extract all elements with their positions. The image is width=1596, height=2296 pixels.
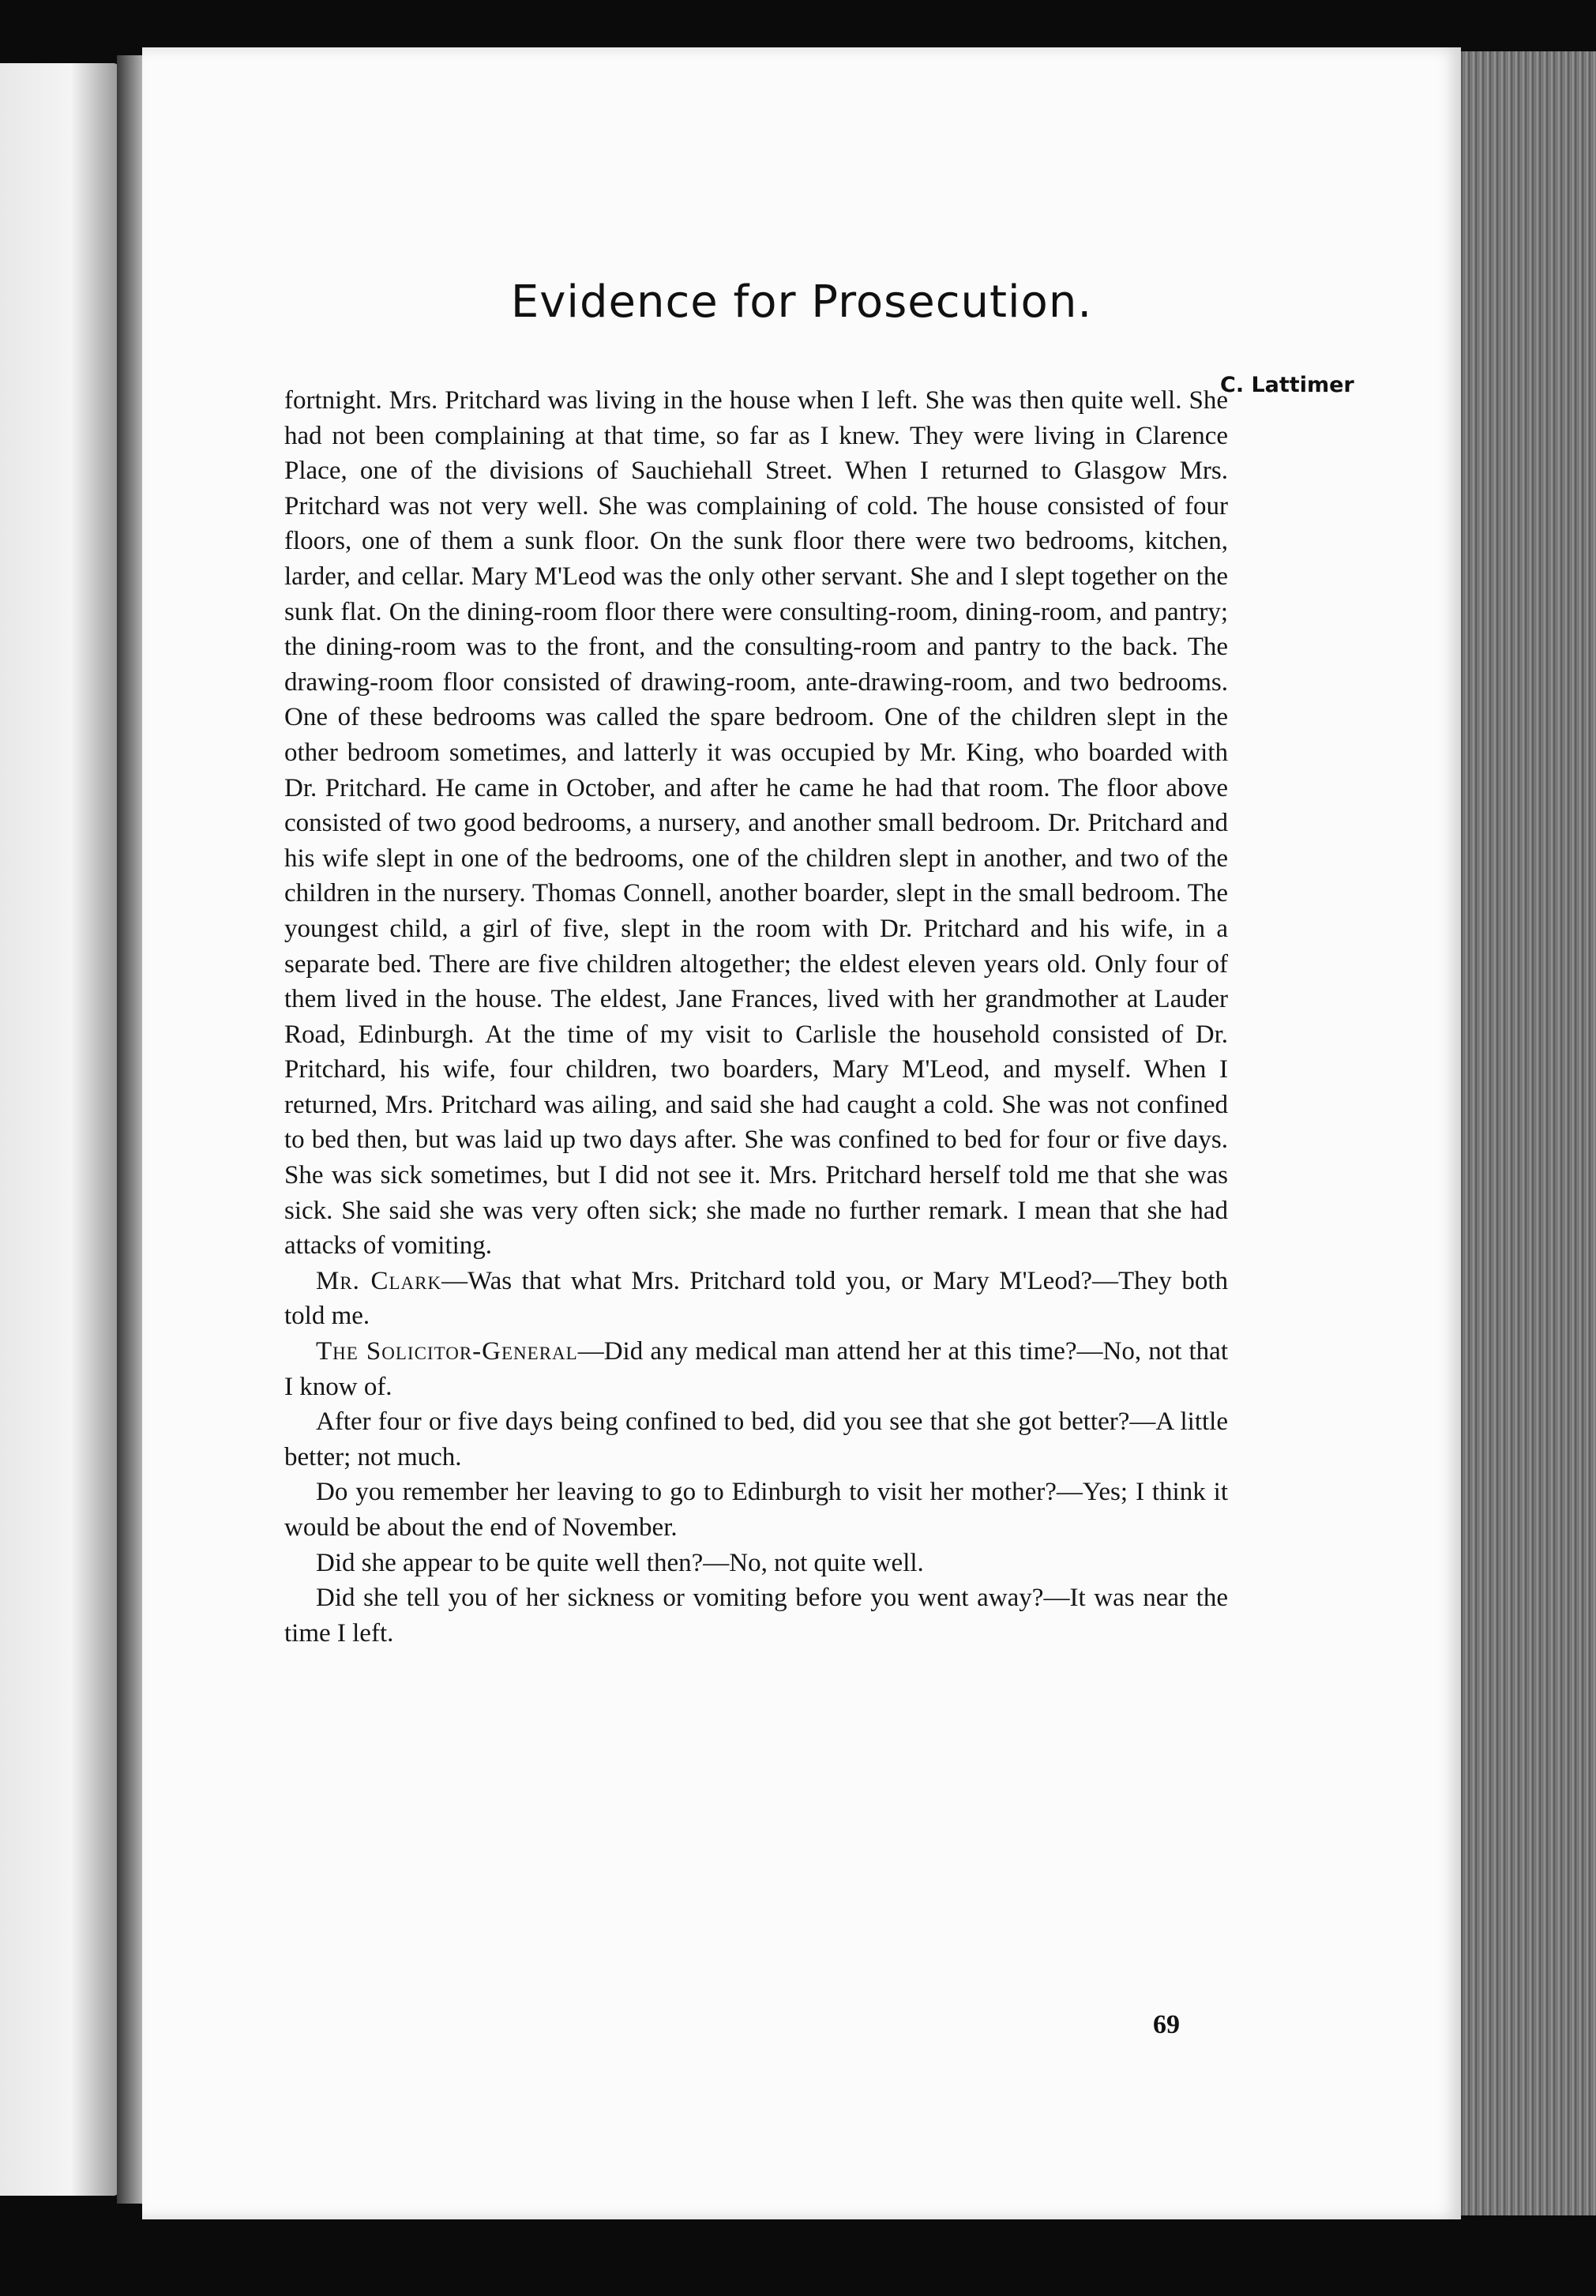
- exchange-text: Was that what Mrs. Pritchard told you, or Mary M'Leod?—They both told me.: [284, 1266, 1228, 1331]
- body-text: [284, 383, 1228, 1651]
- facing-page-edge: [0, 63, 118, 2196]
- exchange-3: After four or five days being confined to bed, did you see that she got better?—A little better; not much.: [284, 1407, 1228, 1471]
- page-number: 69: [1153, 2010, 1180, 2039]
- speaker-name: Mr. Clark: [316, 1266, 442, 1295]
- page-stack-edge: [1457, 51, 1596, 2215]
- exchange-1: Mr. Clark—Was that what Mrs. Pritchard told you, or Mary M'Leod?—They both told me.: [284, 1266, 1228, 1331]
- exchange-text: Did any medical man attend her at this time?—No, not that I know of.: [284, 1337, 1228, 1401]
- witness-margin-note: C. Lattimer: [1220, 373, 1354, 397]
- speaker-name: The Solicitor-General: [316, 1337, 578, 1366]
- exchange-5: Did she appear to be quite well then?—No, not quite well.: [316, 1548, 924, 1577]
- exchange-2: The Solicitor-General—Did any medical man attend her at this time?—No, not that I know of.: [284, 1337, 1228, 1401]
- page-title: Evidence for Prosecution.: [510, 276, 1093, 328]
- exchange-6: Did she tell you of her sickness or vomiting before you went away?—It was near the time I left.: [284, 1584, 1228, 1648]
- exchange-4: Do you remember her leaving to go to Edinburgh to visit her mother?—Yes; I think it would be about the end of November.: [284, 1478, 1228, 1542]
- book-page: [142, 47, 1461, 2219]
- testimony-paragraph: fortnight. Mrs. Pritchard was living in the house when I left. She was then quite well. She had not been complaining at that time, so far as I knew. They were living in Clarence Place, one of the divisions of Sauchiehall Street. When I returned to Glasgow Mrs. Pritchard was not very well. She was complaining of cold. The house consisted of four floors, one of them a sunk floor. On the sunk floor there were two bedrooms, kitchen, larder, and cellar. Mary M'Leod was the only other servant. She and I slept together on the sunk flat. On the dining-room floor there were consulting-room, dining-room, and pantry; the dining-room was to the front, and the consulting-room and pantry to the back. The drawing-room floor consisted of drawing-room, ante-drawing-room, and two bedrooms. One of these bedrooms was called the spare bedroom. One of the children slept in the other bedroom sometimes, and latterly it was occupied by Mr. King, who boarded with Dr. Pritchard. He came in October, and after he came he had that room. The floor above consisted of two good bedrooms, a nursery, and another small bedroom. Dr. Pritchard and his wife slept in one of the bedrooms, one of the children slept in another, and two of the children in the nursery. Thomas Connell, another boarder, slept in the small bedroom. The youngest child, a girl of five, slept in the room with Dr. Pritchard and his wife, in a separate bed. There are five children altogether; the eldest eleven years old. Only four of them lived in the house. The eldest, Jane Frances, lived with her grandmother at Lauder Road, Edinburgh. At the time of my visit to Carlisle the household consisted of Dr. Pritchard, his wife, four children, two boarders, Mary M'Leod, and myself. When I returned, Mrs. Pritchard was ailing, and said she had caught a cold. She was not confined to bed then, but was laid up two days after. She was confined to bed for four or five days. She was sick sometimes, but I did not see it. Mrs. Pritchard herself told me that she was sick. She said she was very often sick; she made no further remark. I mean that she had attacks of vomiting.: [284, 386, 1228, 1261]
